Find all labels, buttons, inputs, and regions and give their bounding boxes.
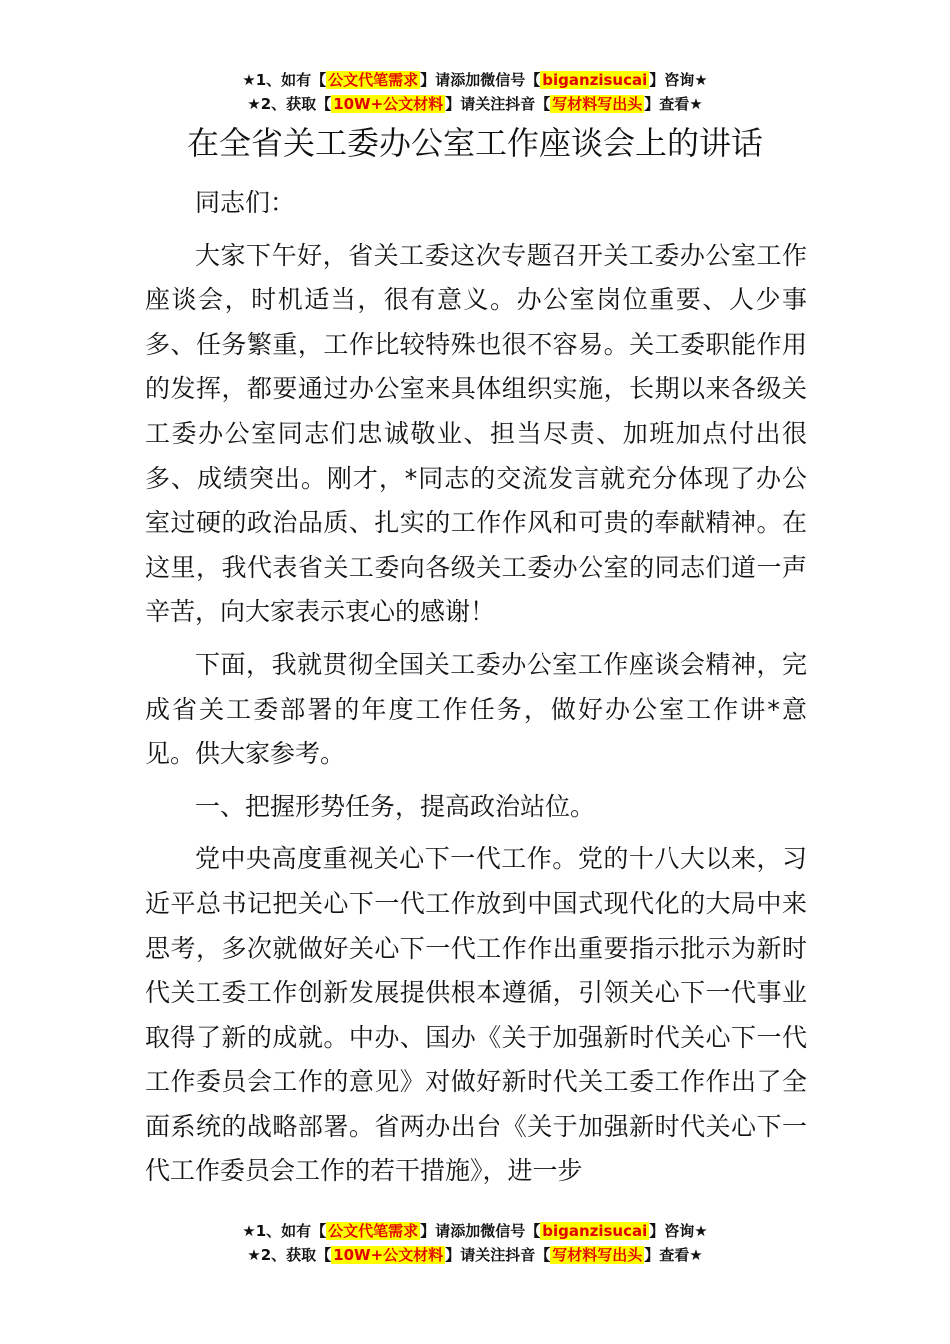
header-banner <box>0 68 950 116</box>
document-title: 在全省关工委办公室工作座谈会上的讲话 <box>186 124 763 162</box>
banner-text: 】查看★ <box>644 1246 703 1264</box>
banner-text: 关注 <box>475 95 506 113</box>
document-body <box>145 181 807 1202</box>
banner-text: 】查看★ <box>644 95 703 113</box>
banner-highlight: biganzisucai <box>542 71 648 89</box>
banner-text: 】请 <box>420 1222 451 1240</box>
banner-highlight: 公文代笔需求 <box>328 1222 419 1240</box>
banner-highlight: 公文代笔需求 <box>328 71 419 89</box>
banner-text: 微信号【 <box>480 1222 541 1240</box>
paragraph: 下面，我就贯彻全国关工委办公室工作座谈会精神，完成省关工委部署的年度工作任务，做好办公室工作讲*意见。供大家参考。 <box>145 649 807 769</box>
footer-banner <box>0 1219 950 1267</box>
section-heading: 一、把握形势任务，提高政治站位。 <box>195 791 596 821</box>
banner-highlight: 写材料写出头 <box>552 95 643 113</box>
banner-line-1 <box>0 68 950 92</box>
paragraph: 党中央高度重视关心下一代工作。党的十八大以来，习近平总书记把关心下一代工作放到中国式现代化的大局中来思考，多次就做好关心下一代工作作出重要指示批示为新时代关工委工作创新发展提供根本遵循，引领关心下一代事业取得了新的成就。中办、国办《关于加强新时代关心下一代工作委员会工作的意见》对做好新时代关工委工作作出了全面系统的战略部署。省两办出台《关于加强新时代关心下一代工作委员会工作的若干措施》，进一步 <box>145 844 807 1186</box>
banner-text: 抖音【 <box>505 1246 551 1264</box>
banner-text: 添加 <box>450 1222 481 1240</box>
banner-text: 微信号【 <box>480 71 541 89</box>
paragraph: 大家下午好，省关工委这次专题召开关工委办公室工作座谈会，时机适当，很有意义。办公室岗位重要、人少事多、任务繁重，工作比较特殊也很不容易。关工委职能作用的发挥，都要通过办公室来具体组织实施，长期以来各级关工委办公室同志们忠诚敬业、担当尽责、加班加点付出很多、成绩突出。刚才，*同志的交流发言就充分体现了办公室过硬的政治品质、扎实的工作作风和可贵的奉献精神。在这里，我代表省关工委向各级关工委办公室的同志们道一声辛苦，向大家表示衷心的感谢！ <box>145 240 807 627</box>
banner-text: 关注 <box>475 1246 506 1264</box>
banner-text: ★2、获取【 <box>247 1246 332 1264</box>
banner-line-1 <box>0 1219 950 1243</box>
banner-highlight: 写材料写出头 <box>552 1246 643 1264</box>
banner-highlight: 10W+公文材料 <box>333 95 444 113</box>
salutation: 同志们： <box>195 188 296 217</box>
banner-text: ★2、获取【 <box>247 95 332 113</box>
banner-text: 】请 <box>445 1246 476 1264</box>
banner-line-2 <box>0 1243 950 1267</box>
banner-text: 】咨询★ <box>649 71 708 89</box>
banner-text: 添加 <box>450 71 481 89</box>
banner-text: ★1、如有【 <box>242 71 327 89</box>
banner-text: 抖音【 <box>505 95 551 113</box>
banner-highlight: 10W+公文材料 <box>333 1246 444 1264</box>
banner-text: 】请 <box>420 71 451 89</box>
banner-text: ★1、如有【 <box>242 1222 327 1240</box>
banner-text: 】咨询★ <box>649 1222 708 1240</box>
banner-highlight: biganzisucai <box>542 1222 648 1240</box>
banner-line-2 <box>0 92 950 116</box>
banner-text: 】请 <box>445 95 476 113</box>
